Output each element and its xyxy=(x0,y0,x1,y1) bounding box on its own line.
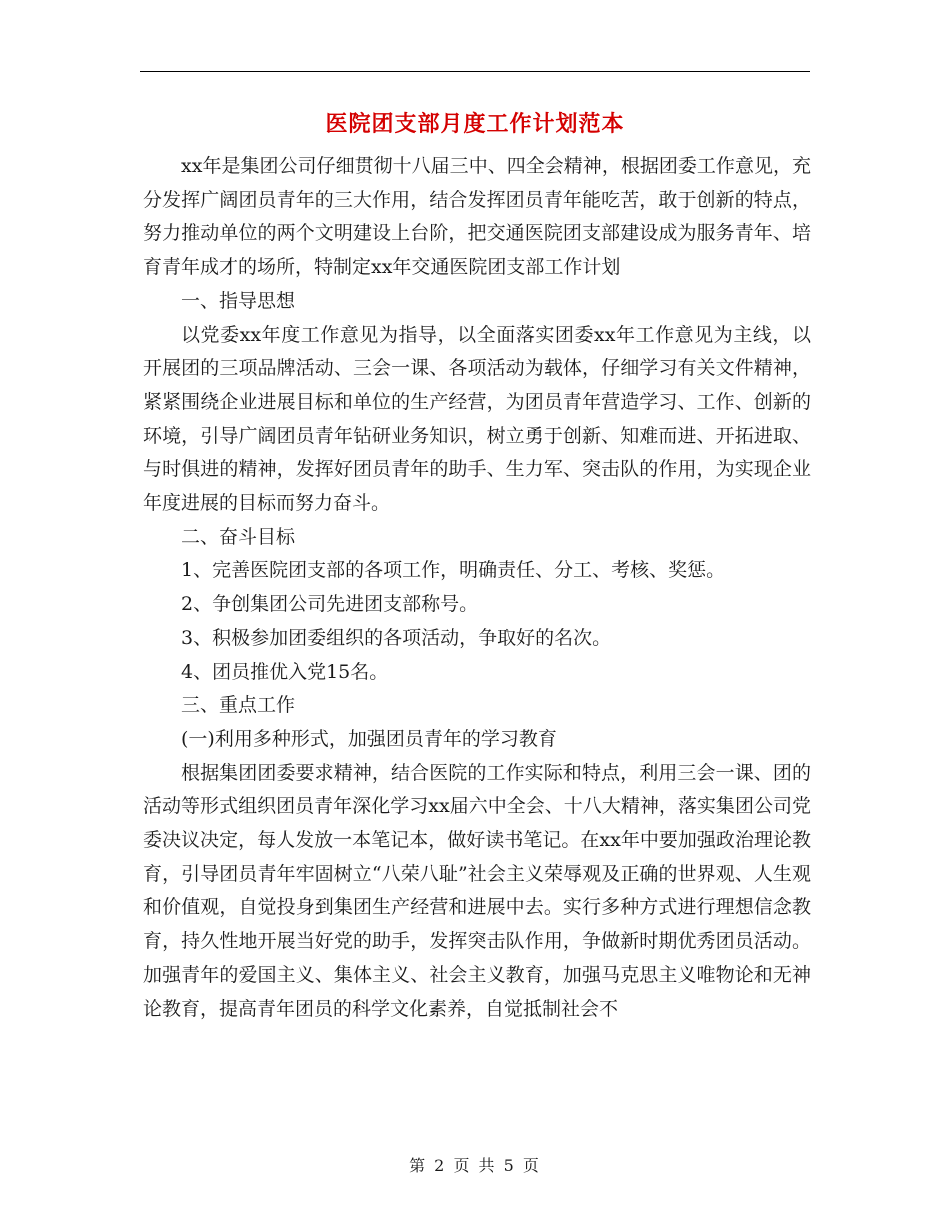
section-heading-goals: 二、奋斗目标 xyxy=(181,525,296,548)
intro-paragraph: xx年是集团公司仔细贯彻十八届三中、四全会精神，根据团委工作意见，充分发挥广阔团员青年的三大作用，结合发挥团员青年能吃苦，敢于创新的特点，努力推动单位的两个文明建设上台阶，把交通医院团支部建设成为服务青年、培育青年成才的场所，特制定xx年交通医院团支部工作计划 xyxy=(143,155,811,279)
goal-item-1: 1、完善医院团支部的各项工作，明确责任、分工、考核、奖惩。 xyxy=(181,559,726,582)
guiding-ideology-paragraph: 以党委xx年度工作意见为指导，以全面落实团委xx年工作意见为主线，以开展团的三项品牌活动、三会一课、各项活动为载体，仔细学习有关文件精神，紧紧围绕企业进展目标和单位的生产经营，为团员青年营造学习、工作、创新的环境，引导广阔团员青年钻研业务知识，树立勇于创新、知难而进、开拓进取、与时俱进的精神，发挥好团员青年的助手、生力军、突击队的作用，为实现企业年度进展的目标而努力奋斗。 xyxy=(143,323,811,515)
section-heading-guiding-ideology: 一、指导思想 xyxy=(181,289,296,312)
education-paragraph: 根据集团团委要求精神，结合医院的工作实际和特点，利用三会一课、团的活动等形式组织团员青年深化学习xx届六中全会、十八大精神，落实集团公司党委决议决定，每人发放一本笔记本，做好读书笔记。在xx年中要加强政治理论教育，引导团员青年牢固树立“八荣八耻”社会主义荣辱观及正确的世界观、人生观和价值观，自觉投身到集团生产经营和进展中去。实行多种方式进行理想信念教育，持久性地开展当好党的助手，发挥突击队作用，争做新时期优秀团员活动。加强青年的爱国主义、集体主义、社会主义教育，加强马克思主义唯物论和无神论教育，提高青年团员的科学文化素养，自觉抵制社会不 xyxy=(143,761,811,1020)
goal-item-2: 2、争创集团公司先进团支部称号。 xyxy=(181,593,479,616)
goal-item-4: 4、团员推优入党15名。 xyxy=(181,660,389,683)
subsection-heading-education: (一)利用多种形式，加强团员青年的学习教育 xyxy=(181,727,557,750)
page-indicator: 第 2 页 共 5 页 xyxy=(409,1156,541,1175)
section-heading-key-work: 三、重点工作 xyxy=(181,694,296,717)
document-body xyxy=(143,150,811,1026)
header-rule xyxy=(140,71,810,72)
goal-item-3: 3、积极参加团委组织的各项活动，争取好的名次。 xyxy=(181,626,612,649)
document-title: 医院团支部月度工作计划范本 xyxy=(325,111,625,137)
